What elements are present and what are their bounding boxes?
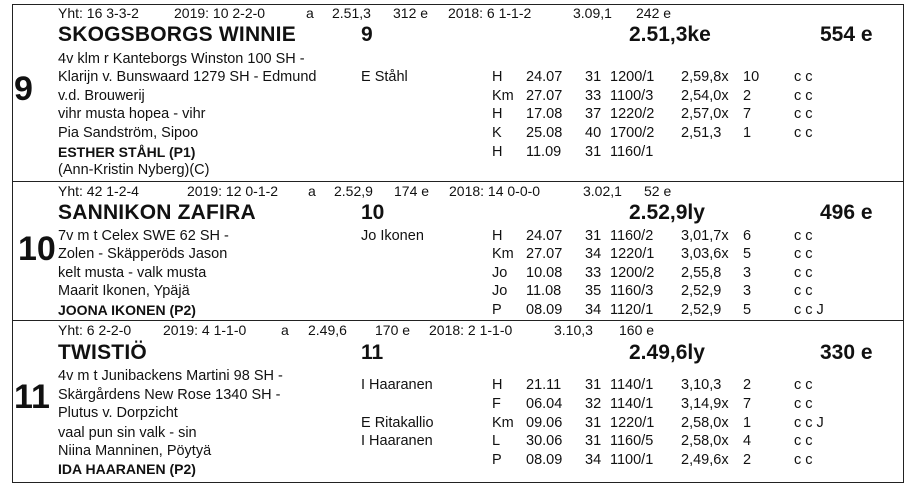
race-row xyxy=(12,415,904,433)
race-position: 1 xyxy=(743,415,752,431)
race-row xyxy=(12,433,904,451)
race-row xyxy=(12,396,904,414)
race-row xyxy=(12,283,904,301)
race-distance: 1140/1 xyxy=(610,377,654,393)
race-position: 2 xyxy=(743,377,752,393)
trainer: I Haaranen xyxy=(361,377,433,393)
race-position: 3 xyxy=(743,265,752,281)
stats-record-2018: 3.02,1 xyxy=(583,183,622,199)
race-result: c c xyxy=(794,246,813,262)
stats-record-2019: 2.52,9 xyxy=(334,183,373,199)
race-number: 37 xyxy=(585,106,602,122)
stats-total: Yht: 16 3-3-2 xyxy=(58,5,139,21)
race-position: 7 xyxy=(743,396,752,412)
race-place: K xyxy=(492,125,502,141)
race-time: 2,59,8x xyxy=(681,69,729,85)
race-result: c c xyxy=(794,283,813,299)
race-number: 40 xyxy=(585,125,602,141)
horse-name: SANNIKON ZAFIRA xyxy=(58,201,256,224)
stats-a: a xyxy=(281,322,289,338)
race-time: 3,14,9x xyxy=(681,396,729,412)
race-number: 33 xyxy=(585,88,602,104)
race-row xyxy=(12,377,904,395)
horse-name: SKOGSBORGS WINNIE xyxy=(58,23,296,46)
race-position: 10 xyxy=(743,69,760,85)
race-distance: 1160/3 xyxy=(610,283,654,299)
info-line: vaal pun sin valk - sin xyxy=(58,425,197,441)
race-place: H xyxy=(492,144,503,160)
sub-driver: (Ann-Kristin Nyberg)(C) xyxy=(58,162,210,178)
race-position: 6 xyxy=(743,228,752,244)
race-position: 5 xyxy=(743,302,752,318)
race-date: 24.07 xyxy=(526,69,563,85)
race-place: H xyxy=(492,106,503,122)
race-time: 3,10,3 xyxy=(681,377,722,393)
track-number: 11 xyxy=(361,341,384,364)
stats-total: Yht: 42 1-2-4 xyxy=(58,183,139,199)
total-earnings: 554 e xyxy=(820,23,873,46)
race-number: 31 xyxy=(585,69,602,85)
race-time: 2,49,6x xyxy=(681,452,729,468)
race-date: 11.08 xyxy=(526,283,562,299)
race-row xyxy=(12,69,904,87)
race-date: 25.08 xyxy=(526,125,563,141)
race-date: 30.06 xyxy=(526,433,563,449)
race-place: F xyxy=(492,396,501,412)
info-line: 4v klm r Kanteborgs Winston 100 SH - xyxy=(58,51,305,67)
info-line: Niina Manninen, Pöytyä xyxy=(58,443,212,459)
race-result: c c xyxy=(794,106,813,122)
stats-earnings-2018: 160 e xyxy=(619,322,655,338)
race-place: Km xyxy=(492,246,514,262)
race-row xyxy=(12,246,904,264)
race-place: P xyxy=(492,452,502,468)
start-number: 9 xyxy=(14,70,33,108)
race-time: 3,01,7x xyxy=(681,228,729,244)
race-row xyxy=(12,144,904,162)
info-line: Skärgårdens New Rose 1340 SH - xyxy=(58,387,281,403)
stats-2019: 2019: 10 2-2-0 xyxy=(174,5,266,21)
race-time: 2,52,9 xyxy=(681,283,722,299)
track-number: 9 xyxy=(361,23,373,46)
info-line: Pia Sandström, Sipoo xyxy=(58,125,199,141)
race-number: 32 xyxy=(585,396,602,412)
race-result: c c J xyxy=(794,302,824,318)
track-number: 10 xyxy=(361,201,385,224)
stats-2018: 2018: 14 0-0-0 xyxy=(449,183,541,199)
race-distance: 1160/2 xyxy=(610,228,654,244)
trainer: I Haaranen xyxy=(361,433,433,449)
race-position: 7 xyxy=(743,106,752,122)
race-position: 3 xyxy=(743,283,752,299)
stats-record-2019: 2.51,3 xyxy=(332,5,371,21)
race-result: c c xyxy=(794,125,813,141)
info-line: 4v m t Junibackens Martini 98 SH - xyxy=(58,368,283,384)
record: 2.49,6ly xyxy=(629,341,705,364)
race-place: Jo xyxy=(492,283,508,299)
stats-2018: 2018: 2 1-1-0 xyxy=(429,322,513,338)
trainer: Jo Ikonen xyxy=(361,228,424,244)
race-place: H xyxy=(492,69,503,85)
record: 2.51,3ke xyxy=(629,23,711,46)
race-date: 09.06 xyxy=(526,415,563,431)
race-distance: 1220/1 xyxy=(610,415,655,431)
race-number: 34 xyxy=(585,302,602,318)
start-number: 10 xyxy=(18,230,56,268)
race-position: 5 xyxy=(743,246,752,262)
race-place: H xyxy=(492,228,503,244)
race-number: 31 xyxy=(585,415,602,431)
record: 2.52,9ly xyxy=(629,201,705,224)
stats-2018: 2018: 6 1-1-2 xyxy=(448,5,532,21)
race-row xyxy=(12,452,904,470)
stats-2019: 2019: 4 1-1-0 xyxy=(163,322,247,338)
race-time: 2,51,3 xyxy=(681,125,722,141)
race-date: 24.07 xyxy=(526,228,563,244)
stats-earnings-2018: 242 e xyxy=(636,5,672,21)
race-date: 27.07 xyxy=(526,246,563,262)
race-date: 08.09 xyxy=(526,452,563,468)
race-distance: 1160/5 xyxy=(610,433,654,449)
race-time: 2,55,8 xyxy=(681,265,722,281)
driver-name: ESTHER STÅHL (P1) xyxy=(58,144,196,160)
trainer: E Ritakallio xyxy=(361,415,434,431)
race-date: 08.09 xyxy=(526,302,563,318)
stats-a: a xyxy=(306,5,314,21)
race-result: c c xyxy=(794,228,813,244)
horse-name: TWISTIÖ xyxy=(58,341,147,364)
stats-record-2019: 2.49,6 xyxy=(308,322,347,338)
race-row xyxy=(12,302,904,320)
info-line: vihr musta hopea - vihr xyxy=(58,106,206,122)
stats-record-2018: 3.10,3 xyxy=(554,322,593,338)
race-position: 4 xyxy=(743,433,752,449)
race-result: c c xyxy=(794,433,813,449)
stats-2019: 2019: 12 0-1-2 xyxy=(187,183,279,199)
race-time: 2,54,0x xyxy=(681,88,729,104)
race-number: 31 xyxy=(585,433,602,449)
stats-a: a xyxy=(308,183,316,199)
race-row xyxy=(12,125,904,143)
race-result: c c xyxy=(794,396,813,412)
race-row xyxy=(12,106,904,124)
info-line: Zolen - Skäpperöds Jason xyxy=(58,246,228,262)
start-number: 11 xyxy=(14,378,50,416)
race-place: Km xyxy=(492,88,514,104)
race-number: 31 xyxy=(585,144,602,160)
race-place: H xyxy=(492,377,503,393)
race-result: c c J xyxy=(794,415,824,431)
race-place: P xyxy=(492,302,502,318)
race-number: 34 xyxy=(585,246,602,262)
race-row xyxy=(12,88,904,106)
stats-earnings-2018: 52 e xyxy=(644,183,672,199)
info-line: Plutus v. Dorpzicht xyxy=(58,405,178,421)
total-earnings: 496 e xyxy=(820,201,873,224)
race-result: c c xyxy=(794,377,813,393)
race-place: Km xyxy=(492,415,514,431)
stats-total: Yht: 6 2-2-0 xyxy=(58,322,132,338)
stats-earnings-2019: 170 e xyxy=(375,322,411,338)
race-distance: 1100/3 xyxy=(610,88,654,104)
info-line: kelt musta - valk musta xyxy=(58,265,207,281)
race-date: 27.07 xyxy=(526,88,563,104)
info-line: v.d. Brouwerij xyxy=(58,88,145,104)
race-result: c c xyxy=(794,88,813,104)
race-number: 35 xyxy=(585,283,602,299)
race-distance: 1160/1 xyxy=(610,144,654,160)
driver-name: IDA HAARANEN (P2) xyxy=(58,461,196,477)
race-date: 21.11 xyxy=(526,377,562,393)
race-date: 10.08 xyxy=(526,265,563,281)
race-row xyxy=(12,265,904,283)
driver-name: JOONA IKONEN (P2) xyxy=(58,302,196,318)
race-distance: 1220/2 xyxy=(610,106,655,122)
info-line: 7v m t Celex SWE 62 SH - xyxy=(58,228,229,244)
info-line: Klarijn v. Bunswaard 1279 SH - Edmund xyxy=(58,69,317,85)
race-number: 31 xyxy=(585,228,602,244)
race-distance: 1120/1 xyxy=(610,302,654,318)
race-time: 3,03,6x xyxy=(681,246,729,262)
race-number: 31 xyxy=(585,377,602,393)
race-row xyxy=(12,228,904,246)
stats-record-2018: 3.09,1 xyxy=(573,5,612,21)
race-place: Jo xyxy=(492,265,508,281)
race-place: L xyxy=(492,433,501,449)
race-result: c c xyxy=(794,265,813,281)
race-time: 2,58,0x xyxy=(681,433,729,449)
trainer: E Ståhl xyxy=(361,69,408,85)
race-number: 33 xyxy=(585,265,602,281)
race-distance: 1200/2 xyxy=(610,265,655,281)
race-number: 34 xyxy=(585,452,602,468)
stats-earnings-2019: 312 e xyxy=(393,5,429,21)
race-distance: 1100/1 xyxy=(610,452,654,468)
race-distance: 1140/1 xyxy=(610,396,654,412)
race-date: 06.04 xyxy=(526,396,563,412)
race-time: 2,52,9 xyxy=(681,302,722,318)
race-date: 11.09 xyxy=(526,144,562,160)
race-position: 1 xyxy=(743,125,752,141)
race-result: c c xyxy=(794,69,813,85)
race-time: 2,58,0x xyxy=(681,415,729,431)
race-time: 2,57,0x xyxy=(681,106,729,122)
race-position: 2 xyxy=(743,88,752,104)
race-position: 2 xyxy=(743,452,752,468)
race-distance: 1200/1 xyxy=(610,69,655,85)
info-line: Maarit Ikonen, Ypäjä xyxy=(58,283,190,299)
race-distance: 1700/2 xyxy=(610,125,655,141)
race-result: c c xyxy=(794,452,813,468)
race-distance: 1220/1 xyxy=(610,246,655,262)
total-earnings: 330 e xyxy=(820,341,873,364)
race-date: 17.08 xyxy=(526,106,563,122)
stats-earnings-2019: 174 e xyxy=(394,183,430,199)
